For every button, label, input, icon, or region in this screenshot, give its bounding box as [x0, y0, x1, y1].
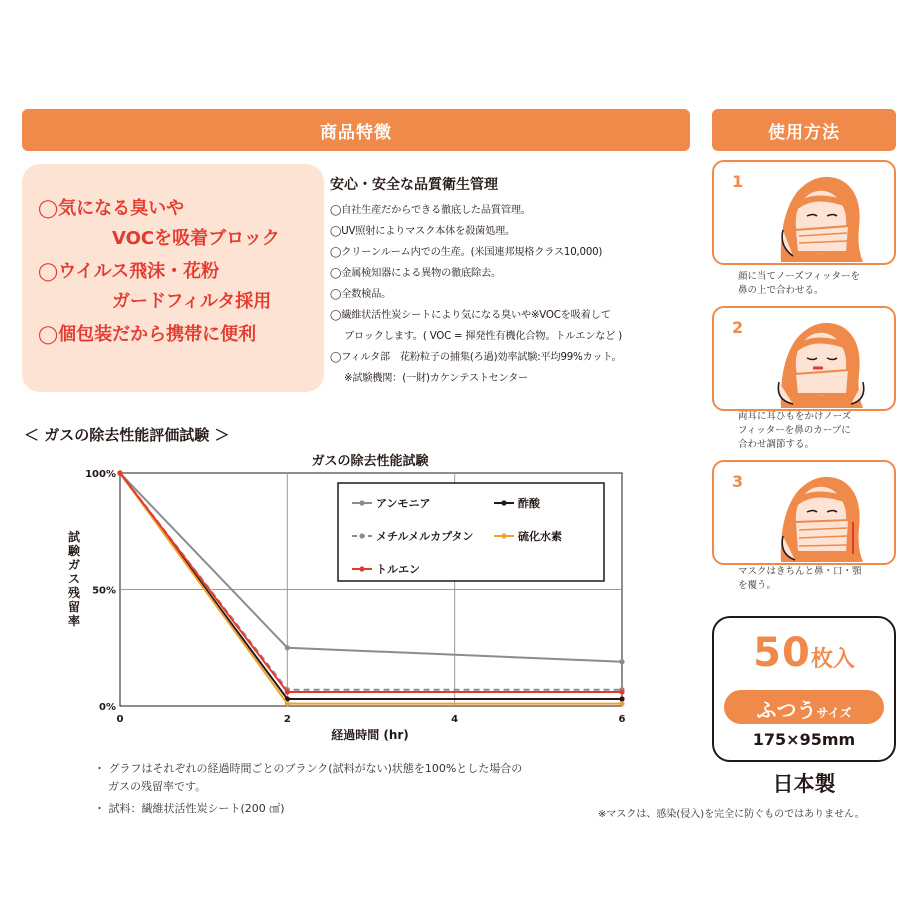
step-line: を覆う。 — [738, 580, 777, 591]
data-point — [285, 689, 290, 694]
gas-removal-chart — [40, 446, 640, 746]
highlight-line-1: ◯気になる臭いや — [38, 198, 185, 219]
legend-marker — [359, 533, 364, 538]
y-tick-label: 100% — [85, 469, 116, 480]
data-point — [619, 701, 624, 706]
x-tick-label: 0 — [116, 714, 124, 725]
feature-line: ◯金属検知器による異物の徹底除去。 — [330, 268, 501, 279]
disclaimer: ※マスクは、感染(侵入)を完全に防ぐものではありません。 — [598, 809, 865, 820]
legend-marker — [359, 566, 364, 571]
chart-note: ・ グラフはそれぞれの経過時間ごとのブランク(試料がない)状態を100%とした場合の — [94, 762, 523, 775]
usage-step-3 — [712, 460, 896, 565]
feature-line: ◯全数検品。 — [330, 289, 392, 300]
legend-label: アンモニア — [376, 497, 431, 510]
feature-line: ◯UV照射によりマスク本体を殺菌処理。 — [330, 226, 516, 237]
dimensions: 175×95mm — [752, 730, 856, 749]
x-tick-label: 2 — [283, 714, 291, 725]
data-point — [619, 659, 624, 664]
highlight-item — [38, 320, 324, 350]
package-count — [714, 630, 894, 676]
size-badge — [724, 690, 884, 724]
size-label: ふつう — [756, 698, 817, 722]
data-point — [619, 696, 624, 701]
highlight-item — [38, 257, 324, 317]
highlight-item — [38, 194, 324, 254]
y-tick-label: 50% — [92, 585, 116, 597]
step-line: 鼻の上で合わせる。 — [738, 285, 824, 296]
chart-title: ガスの除去性能試験 — [311, 454, 429, 469]
feature-line: ◯クリーンルーム内での生産。(米国連邦規格クラス10,000) — [330, 247, 603, 258]
face-illustration-icon — [759, 312, 879, 409]
highlight-line-2: VOCを吸着ブロック — [112, 228, 280, 249]
y-axis-label: 試験ガス残留率 — [67, 530, 81, 628]
step-number: 3 — [732, 472, 744, 491]
highlight-line-1: ◯個包装だから携帯に便利 — [38, 324, 257, 345]
count-unit: 枚入 — [810, 647, 855, 672]
count-number: 50 — [753, 630, 811, 676]
legend-label: メチルメルカプタン — [376, 530, 474, 543]
data-point — [285, 645, 290, 650]
feature-title: 安心・安全な品質衛生管理 — [330, 177, 498, 193]
feature-line: ◯繊維状活性炭シートにより気になる臭いや※VOCを吸着して — [330, 310, 611, 321]
usage-step-2 — [712, 306, 896, 411]
origin-label: 日本製 — [772, 772, 836, 796]
legend-marker — [501, 500, 506, 505]
legend — [338, 483, 604, 581]
step-line: マスクはきちんと鼻・口・顎 — [738, 566, 862, 577]
step-line: 合わせ調節する。 — [738, 439, 815, 450]
legend-marker — [359, 500, 364, 505]
data-point — [285, 701, 290, 706]
usage-step-1 — [712, 160, 896, 265]
x-axis-label: 経過時間 (hr) — [331, 728, 409, 742]
features-header: 商品特徴 — [22, 109, 690, 151]
package-info-box — [712, 616, 896, 762]
face-illustration-icon — [759, 466, 879, 563]
x-tick-label: 6 — [618, 714, 626, 725]
feature-line: ◯フィルタ部 花粉粒子の捕集(ろ過)効率試験:平均99%カット。 — [330, 352, 622, 363]
step-2-text — [738, 410, 851, 452]
step-line: 両耳に耳ひもをかけノーズ — [738, 411, 852, 422]
y-tick-label: 0% — [99, 702, 116, 713]
legend-label: 硫化水素 — [518, 530, 562, 543]
step-number: 1 — [732, 172, 744, 191]
gas-test-heading: ＜ ガスの除去性能評価試験 ＞ — [24, 426, 230, 444]
step-3-text — [738, 565, 862, 593]
usage-header: 使用方法 — [712, 109, 896, 151]
chart-note: ガスの残留率です。 — [108, 780, 207, 793]
step-1-text — [738, 270, 860, 298]
feature-line: ※試験機関：(一財)カケンテストセンター — [344, 373, 529, 384]
legend-marker — [501, 533, 506, 538]
data-point — [619, 689, 624, 694]
legend-label: トルエン — [376, 563, 420, 576]
highlights-box — [22, 164, 324, 392]
step-line: 顔に当てノーズフィッターを — [738, 271, 860, 282]
face-illustration-icon — [759, 166, 879, 263]
legend-label: 酢酸 — [518, 497, 540, 510]
chart-note: ・ 試料：繊維状活性炭シート(200 ㎠) — [94, 802, 285, 815]
x-tick-label: 4 — [451, 714, 459, 725]
step-line: フィッターを鼻のカーブに — [738, 425, 851, 436]
step-number: 2 — [732, 318, 744, 337]
data-point — [117, 470, 122, 475]
highlight-line-1: ◯ウイルス飛沫・花粉 — [38, 261, 220, 282]
feature-line: ◯自社生産だからできる徹底した品質管理。 — [330, 205, 531, 216]
size-suffix: サイズ — [816, 706, 852, 720]
feature-list — [330, 174, 690, 389]
highlight-line-2: ガードフィルタ採用 — [112, 291, 272, 312]
feature-line: ブロックします。( VOC = 揮発性有機化合物。トルエンなど ) — [344, 331, 623, 342]
